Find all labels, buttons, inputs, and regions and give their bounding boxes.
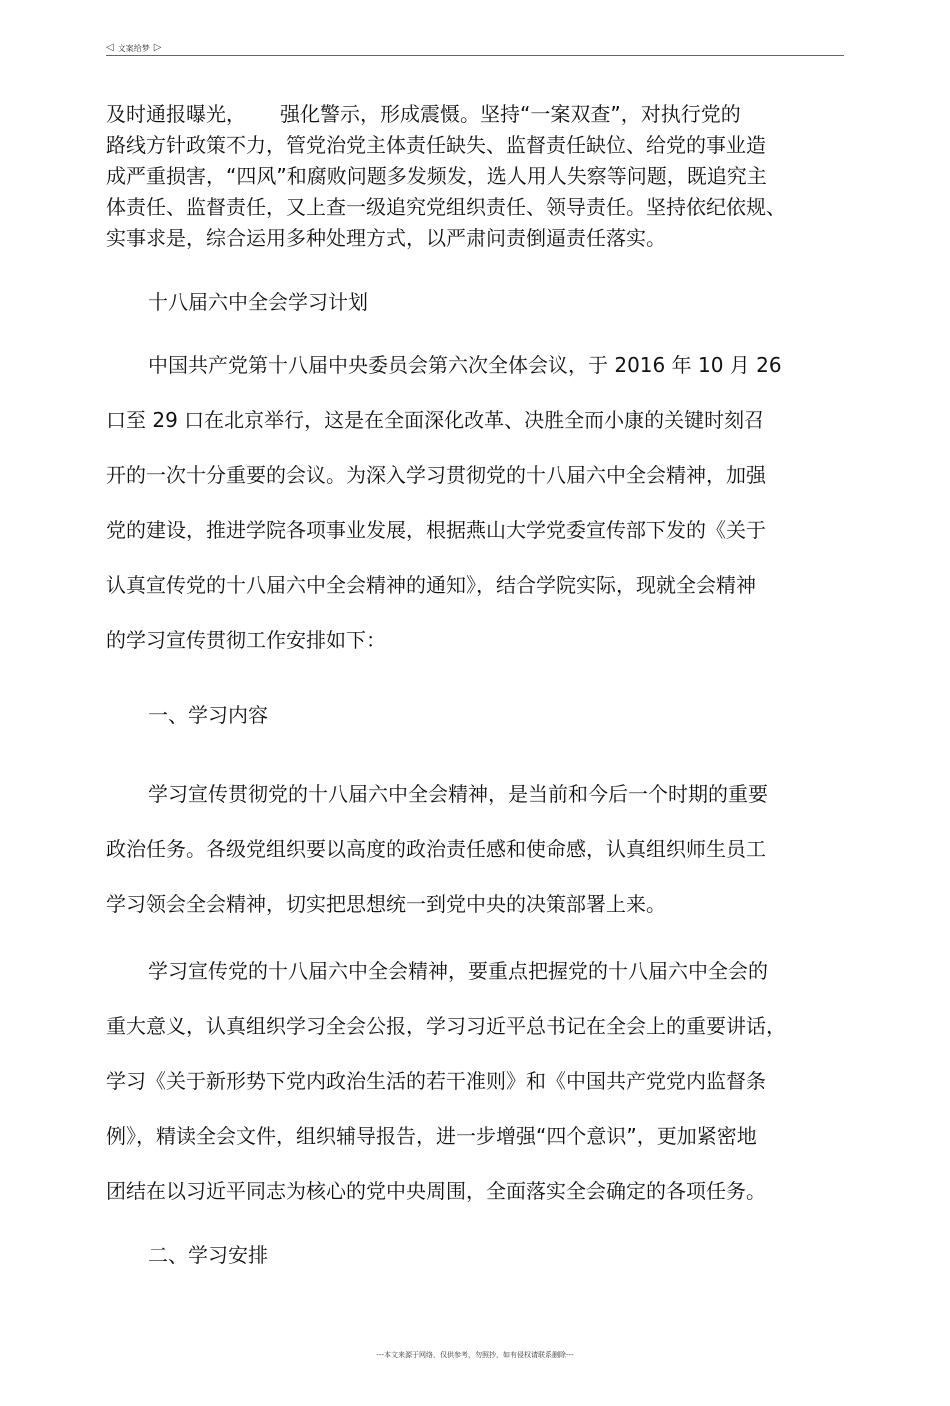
paragraph-line: 政治任务。各级党组织要以高度的政治责任感和使命感，认真组织师生员工 [106, 837, 766, 861]
right-triangle-icon: ▷ [153, 42, 162, 53]
paragraph-study-focus [106, 944, 850, 1219]
paragraph-line: 中国共产党第十八届中央委员会第六次全体会议，于 2016 年 10 月 26 [148, 353, 782, 377]
paragraph-line: 口至 29 口在北京举行，这是在全面深化改革、决胜全而小康的关键时刻召 [106, 408, 765, 432]
paragraph-line: 学习领会全会精神，切实把思想统一到党中央的决策部署上来。 [106, 892, 666, 916]
paragraph-line: 的学习宣传贯彻工作安排如下： [106, 628, 386, 652]
footer-disclaimer: ---本文来源于网络，仅供参考，勿照抄，如有侵权请联系删除--- [376, 1351, 574, 1359]
intro-line: 路线方针政策不力，管党治党主体责任缺失、监督责任缺位、给党的事业造 [106, 133, 766, 157]
page-header [106, 40, 161, 56]
paragraph-line: 团结在以习近平同志为核心的党中央周围，全面落实全会确定的各项任务。 [106, 1179, 766, 1203]
paragraph-line: 学习宣传贯彻党的十八届六中全会精神，是当前和今后一个时期的重要 [148, 782, 768, 806]
intro-line: 实事求是，综合运用多种处理方式，以严肃问责倒逼责任落实。 [106, 226, 666, 250]
paragraph-line: 例》，精读全会文件，组织辅导报告，进一步增强“四个意识”，更加紧密地 [106, 1124, 757, 1148]
paragraph-line: 认真宣传党的十八届六中全会精神的通知》，结合学院实际，现就全会精神 [106, 573, 756, 597]
paragraph-line: 开的一次十分重要的会议。为深入学习贯彻党的十八届六中全会精神，加强 [106, 463, 766, 487]
document-title: 十八届六中全会学习计划 [148, 290, 368, 314]
paragraph-line: 学习《关于新形势下党内政治生活的若干准则》和《中国共产党党内监督条 [106, 1069, 766, 1093]
header-divider [106, 55, 844, 56]
paragraph-meeting-intro [106, 338, 850, 668]
paragraph-line: 重大意义，认真组织学习全会公报，学习习近平总书记在全会上的重要讲话， [106, 1014, 786, 1038]
paragraph-line: 学习宣传党的十八届六中全会精神，要重点把握党的十八届六中全会的 [148, 959, 768, 983]
intro-line: 成严重损害，“四风”和腐败问题多发频发，选人用人失察等问题，既追究主 [106, 164, 767, 188]
section-heading-study-content: 一、学习内容 [148, 703, 268, 727]
paragraph-line: 党的建设，推进学院各项事业发展，根据燕山大学党委宣传部下发的《关于 [106, 518, 766, 542]
section-heading-study-arrangement: 二、学习安排 [148, 1243, 268, 1267]
left-triangle-icon: ◁ [106, 42, 114, 53]
paragraph-study-importance [106, 767, 850, 932]
intro-line: 及时通报曝光， 强化警示，形成震慑。坚持“一案双查”，对执行党的 [106, 102, 741, 126]
header-title: 文案给梦 [117, 43, 150, 53]
intro-line: 体责任、监督责任，又上查一级追究党组织责任、领导责任。坚持依纪依规、 [106, 195, 786, 219]
intro-paragraph [106, 99, 850, 254]
